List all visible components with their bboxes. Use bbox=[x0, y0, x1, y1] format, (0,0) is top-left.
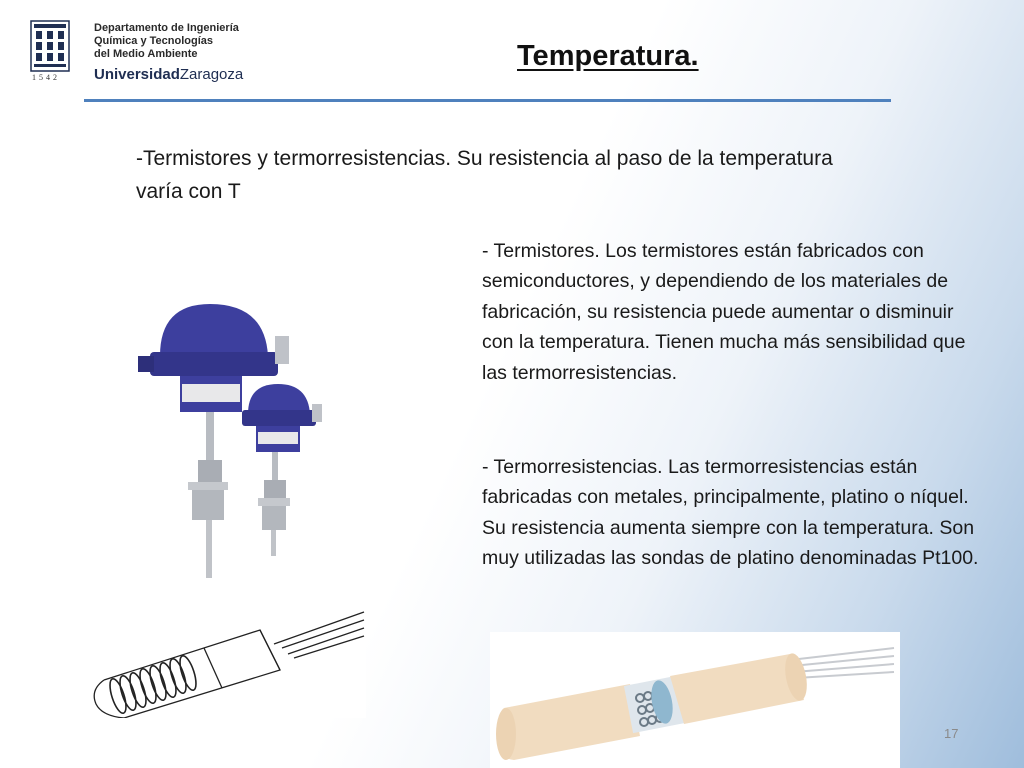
coil-probe-drawing bbox=[84, 608, 366, 718]
thermistors-paragraph: - Termistores. Los termistores están fabricados con semiconductores, y dependiendo de los materiales de fabricación, su resistencia puede aumentar o disminuir con la temperatura. Tienen mucha más sensibilidad que las termorresistencias. bbox=[482, 240, 966, 384]
logo-line-2: Química y Tecnologías bbox=[94, 35, 213, 47]
page-number: 17 bbox=[944, 726, 959, 741]
sensor-heads-image bbox=[130, 296, 378, 586]
logo-line-1: Departamento de Ingeniería bbox=[94, 22, 239, 34]
title-divider bbox=[84, 99, 891, 102]
logo-year: 1542 bbox=[32, 73, 60, 82]
university-logo bbox=[26, 16, 270, 86]
logo-line-3: del Medio Ambiente bbox=[94, 48, 198, 60]
logo-university bbox=[94, 66, 243, 83]
crest-icon bbox=[30, 20, 70, 72]
pt100-probe-image bbox=[490, 632, 900, 768]
intro-text: -Termistores y termorresistencias. Su resistencia al paso de la temperatura varía con T bbox=[136, 147, 833, 203]
slide-title: Temperatura. bbox=[517, 40, 699, 72]
logo-university-bold: Universidad bbox=[94, 66, 180, 83]
rtd-paragraph: - Termorresistencias. Las termorresistencias están fabricadas con metales, principalmente, platino o níquel. Su resistencia aumenta siempre con la temperatura. Son muy utilizadas las sondas de platino denominadas Pt100. bbox=[482, 456, 979, 570]
logo-university-regular: Zaragoza bbox=[179, 66, 244, 83]
